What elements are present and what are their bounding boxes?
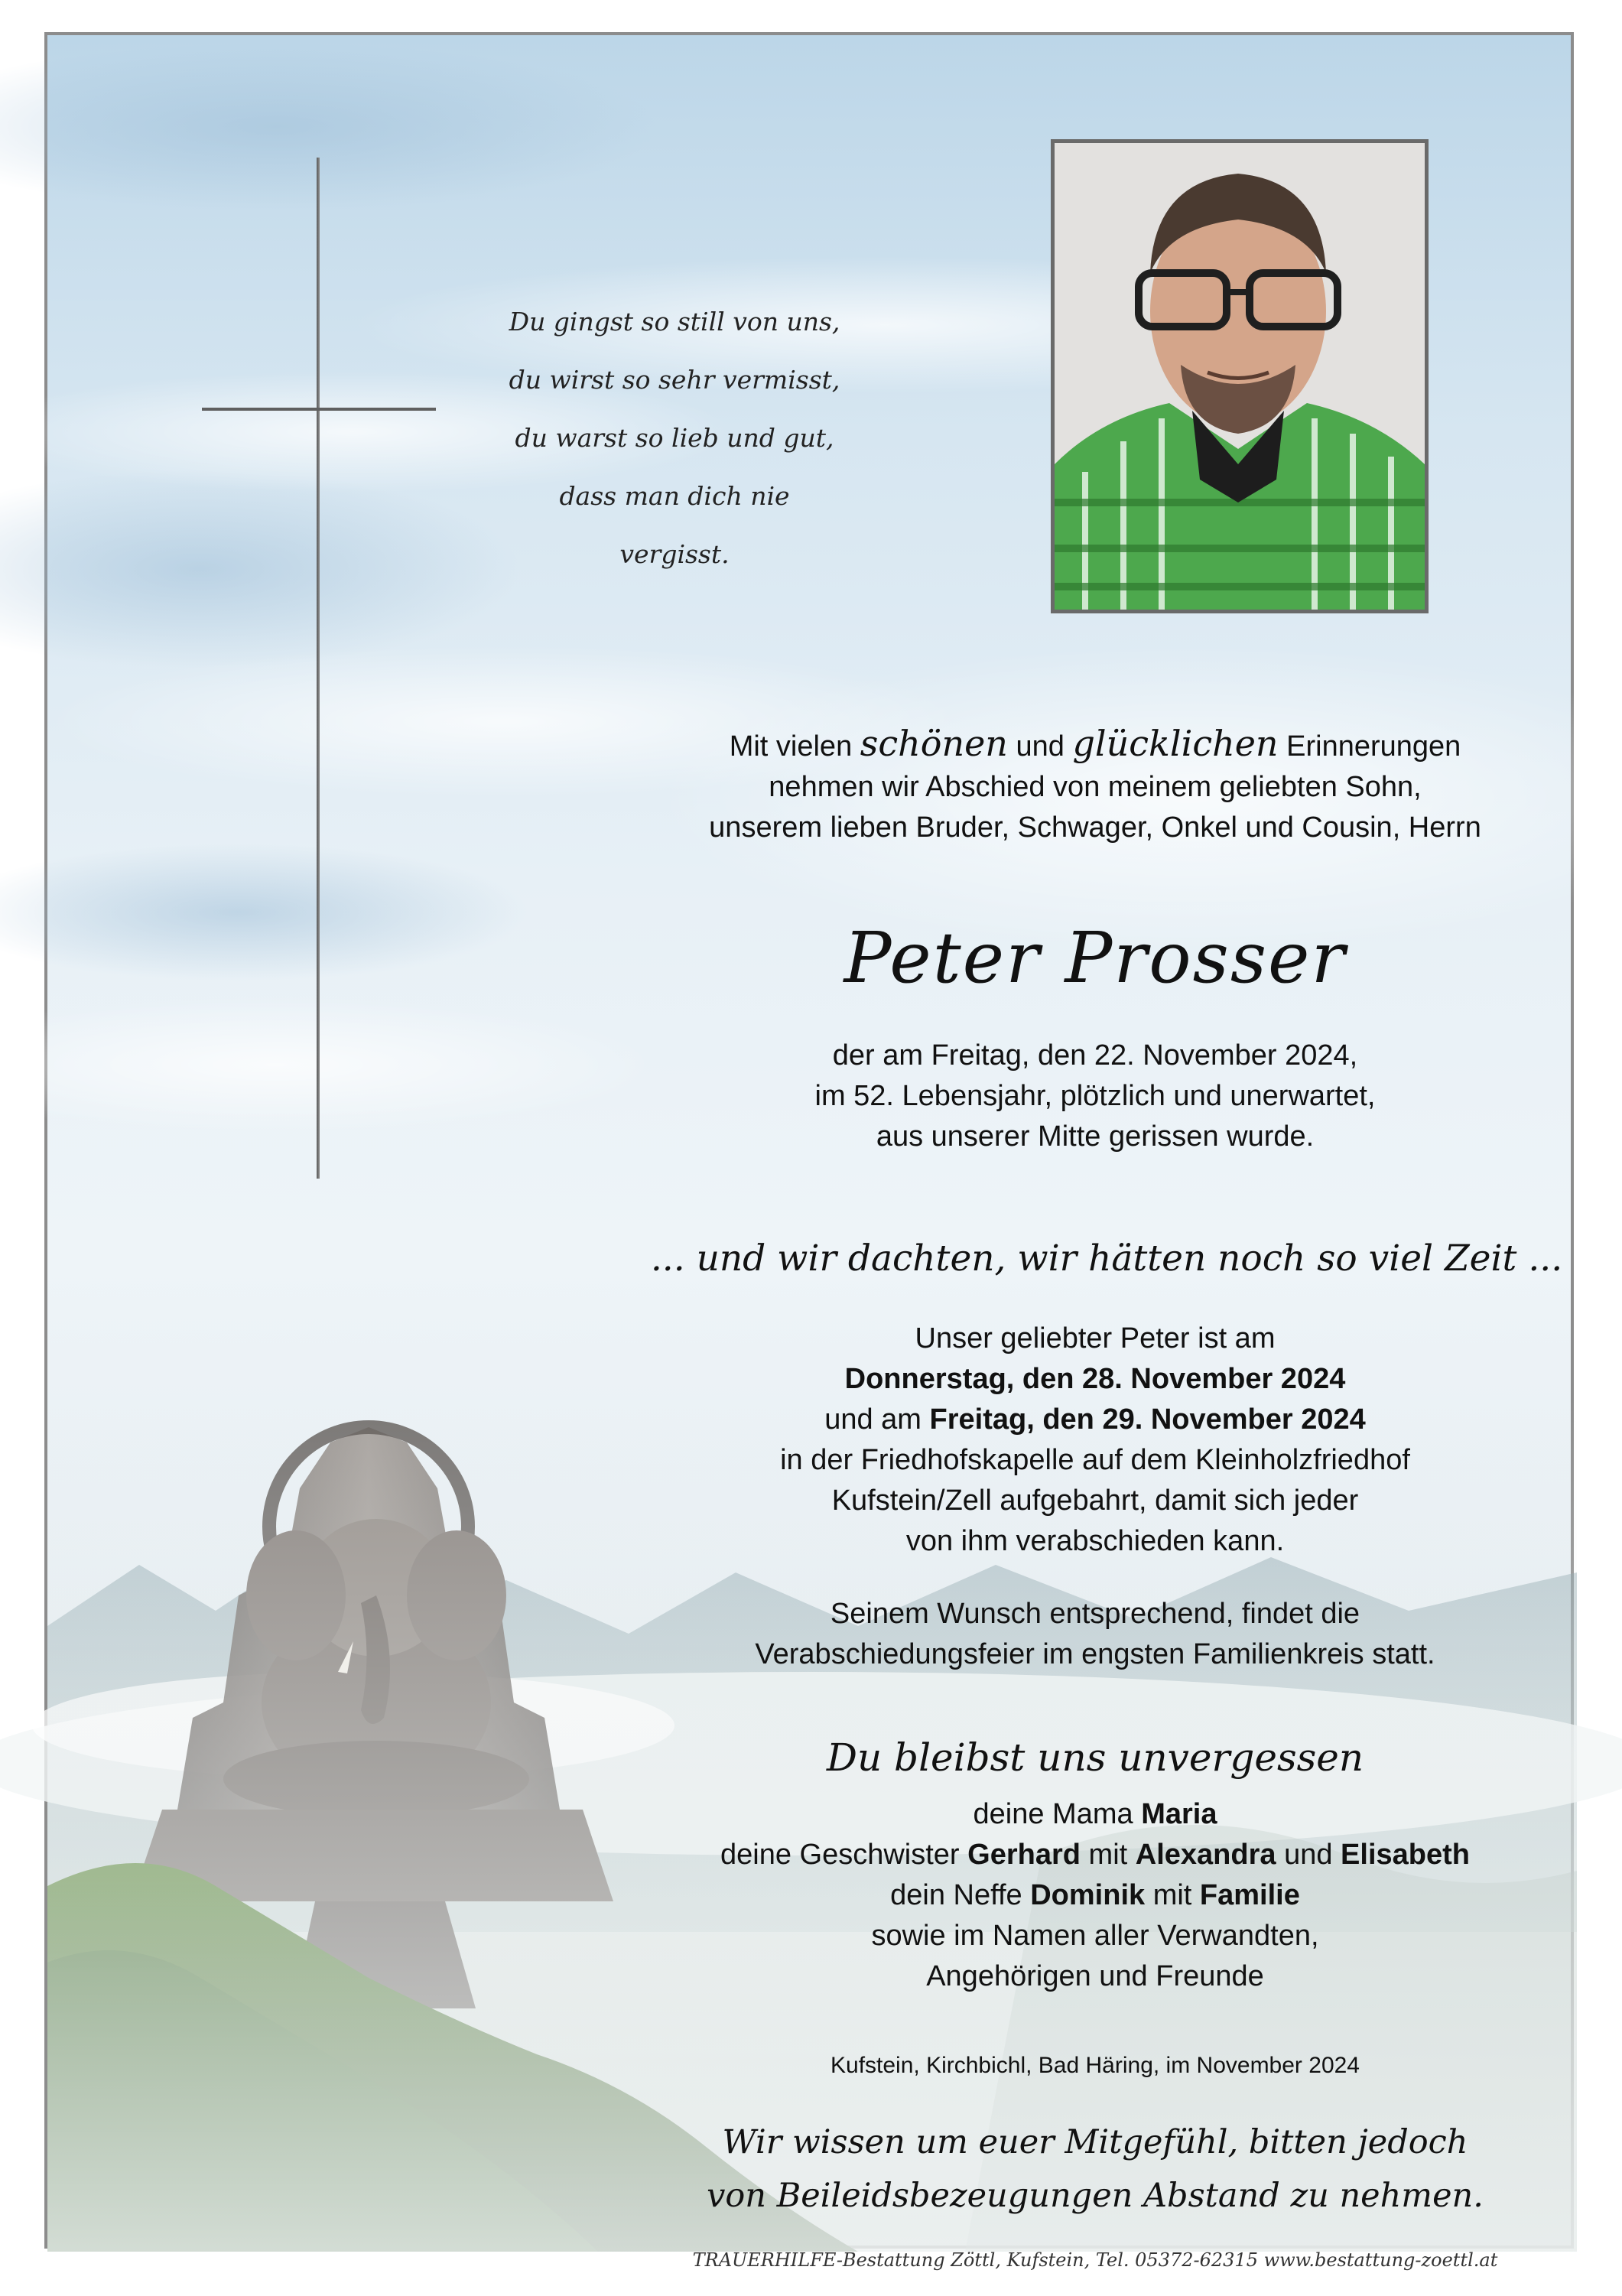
death-notice (636, 1036, 1554, 1157)
intro-text-segment: Mit vielen (729, 730, 860, 763)
viewing-line (636, 1400, 1554, 1440)
viewing-line: von ihm verabschieden kann. (905, 1525, 1285, 1557)
poem-line: Du gingst so still von uns, (509, 307, 840, 337)
viewing-info (636, 1319, 1554, 1562)
viewing-date-1: Donnerstag, den 28. November 2024 (844, 1363, 1346, 1395)
wish-line: Verabschiedungsfeier im engsten Familienkreis statt. (755, 1638, 1435, 1670)
intro-line-3: unserem lieben Bruder, Schwager, Onkel und Cousin, Herrn (709, 811, 1481, 844)
intro-line-2: nehmen wir Abschied von meinem geliebten Sohn, (769, 771, 1422, 803)
portrait-illustration (1055, 143, 1425, 610)
portrait-photo (1051, 139, 1429, 613)
intro-text (636, 724, 1554, 848)
closing-line: von Beileidsbezeugungen Abstand zu nehmen. (707, 2177, 1484, 2215)
deceased-name: Peter Prosser (844, 917, 1347, 999)
family-name-maria: Maria (1141, 1798, 1217, 1830)
intro-text-segment: Erinnerungen (1278, 730, 1461, 763)
death-line: aus unserer Mitte gerissen wurde. (876, 1120, 1315, 1153)
quote: ... und wir dachten, wir hätten noch so viel Zeit ... (650, 1237, 1563, 1280)
cross-vertical-bar (317, 158, 320, 1179)
intro-emphasis-schoenen: schönen (860, 723, 1008, 764)
family-name-familie: Familie (1199, 1879, 1300, 1911)
poem-line: du warst so lieb und gut, (515, 423, 834, 453)
viewing-date-2: Freitag, den 29. November 2024 (929, 1403, 1366, 1436)
cross-horizontal-bar (202, 408, 436, 411)
viewing-line: in der Friedhofskapelle auf dem Kleinholzfriedhof (780, 1444, 1410, 1476)
family-text-segment: und (1276, 1839, 1341, 1871)
obituary-frame (44, 32, 1574, 2271)
family-name-dominik: Dominik (1030, 1879, 1146, 1911)
family-line: sowie im Namen aller Verwandten, (871, 1920, 1319, 1952)
intro-emphasis-gluecklichen: glücklichen (1072, 723, 1279, 764)
family-list (636, 1794, 1554, 1997)
poem-line: du wirst so sehr vermisst, (509, 365, 840, 395)
poem-line: dass man dich nie vergisst. (559, 481, 790, 569)
family-text-segment: dein Neffe (890, 1879, 1031, 1911)
funeral-home-footer: TRAUERHILFE-Bestattung Zöttl, Kufstein, Tel. 05372-62315 www.bestattung-zoettl.at (692, 2249, 1498, 2271)
wish-line: Seinem Wunsch entsprechend, findet die (830, 1598, 1360, 1630)
family-text-segment: deine Mama (973, 1798, 1142, 1830)
family-line: Angehörigen und Freunde (926, 1960, 1264, 1992)
family-text-segment: mit (1080, 1839, 1136, 1871)
family-line (636, 1794, 1554, 1835)
closing-line: Wir wissen um euer Mitgefühl, bitten jedoch (722, 2123, 1468, 2161)
subheading-unvergessen: Du bleibst uns unvergessen (826, 1735, 1364, 1780)
death-line: im 52. Lebensjahr, plötzlich und unerwartet, (814, 1080, 1376, 1112)
family-name-gerhard: Gerhard (967, 1839, 1081, 1871)
family-text-segment: deine Geschwister (720, 1839, 968, 1871)
place-date: Kufstein, Kirchbichl, Bad Häring, im November 2024 (831, 2053, 1360, 2078)
family-text-segment: mit (1145, 1879, 1200, 1911)
viewing-line (636, 1359, 1554, 1400)
family-line (636, 1875, 1554, 1916)
closing-note (636, 2116, 1554, 2223)
intro-text-segment: und (1007, 730, 1073, 763)
family-name-alexandra: Alexandra (1135, 1839, 1276, 1871)
viewing-line: Unser geliebter Peter ist am (915, 1322, 1276, 1355)
family-line (636, 1835, 1554, 1875)
intro-line-1 (636, 724, 1554, 767)
viewing-text-segment: und am (824, 1403, 930, 1436)
poem (506, 293, 843, 584)
family-name-elisabeth: Elisabeth (1341, 1839, 1470, 1871)
death-line: der am Freitag, den 22. November 2024, (832, 1039, 1358, 1072)
viewing-line: Kufstein/Zell aufgebahrt, damit sich jeder (831, 1485, 1359, 1517)
wish-info (636, 1594, 1554, 1675)
